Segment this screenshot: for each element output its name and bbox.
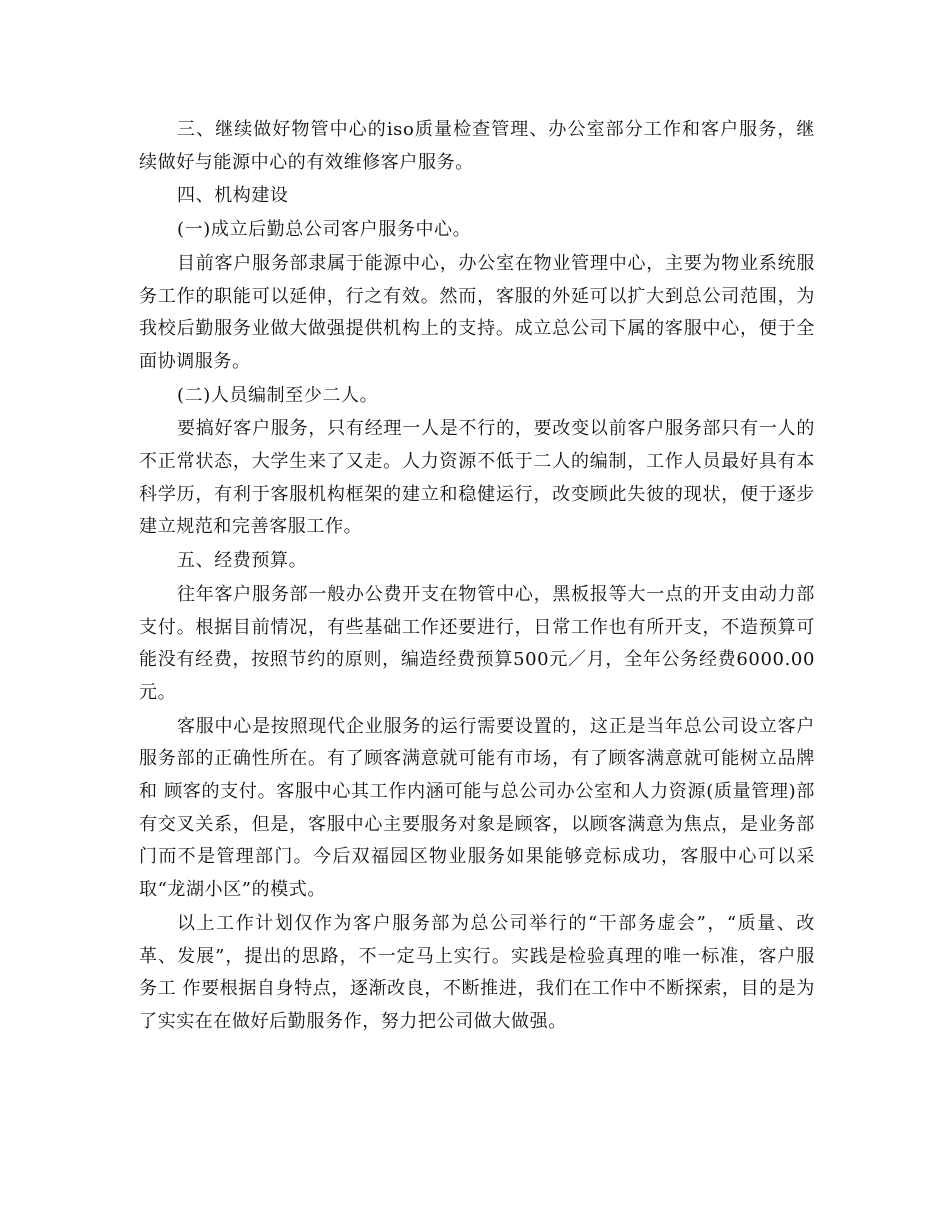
paragraph-section-three: 三、继续做好物管中心的iso质量检查管理、办公室部分工作和客户服务，继续做好与能源中心的有效维修客户服务。: [139, 119, 815, 173]
paragraph-service-center: 目前客户服务部隶属于能源中心，办公室在物业管理中心，主要为物业系统服务工作的职能可以延伸，行之有效。然而，客服的外延可以扩大到总公司范围，为我校后勤服务业做大做强提供机构上的支持。成立总公司下属的客服中心，便于全面协调服务。: [139, 252, 815, 372]
paragraph-budget: 往年客户服务部一般办公费开支在物管中心，黑板报等大一点的开支由动力部支付。根据目前情况，有些基础工作还要进行，日常工作也有所开支，不造预算可能没有经费，按照节约的原则，编造经费预算500元／月，全年公务经费6000.00元。: [139, 583, 815, 703]
subheading-staffing: (二)人员编制至少二人。: [177, 384, 379, 406]
document-page: [139, 114, 815, 1039]
paragraph-service-center-role: 客服中心是按照现代企业服务的运行需要设置的，这正是当年总公司设立客户服务部的正确性所在。有了顾客满意就可能有市场，有了顾客满意就可能树立品牌和 顾客的支付。客服中心其工作内涵可能与总公司办公室和人力资源(质量管理)部有交叉关系，但是，客服中心主要服务对象是顾客，以顾客满意为焦点，是业务部 门而不是管理部门。今后双福园区物业服务如果能够竞标成功，客服中心可以采取“龙湖小区”的模式。: [139, 715, 815, 901]
paragraph-staffing: 要搞好客户服务，只有经理一人是不行的，要改变以前客户服务部只有一人的不正常状态，大学生来了又走。人力资源不低于二人的编制，工作人员最好具有本科学历，有利于客服机构框架的建立和稳健运行，改变顾此失彼的现状，便于逐步建立规范和完善客服工作。: [139, 418, 815, 538]
subheading-service-center: (一)成立后勤总公司客户服务中心。: [177, 219, 472, 241]
heading-section-four: 四、机构建设: [177, 185, 289, 207]
heading-section-five: 五、经费预算。: [177, 550, 308, 572]
paragraph-conclusion: 以上工作计划仅作为客户服务部为总公司举行的“干部务虚会”，“质量、改革、发展”，提出的思路，不一定马上实行。实践是检验真理的唯一标准，客户服务工 作要根据自身特点，逐渐改良，不断推进，我们在工作中不断探索，目的是为了实实在在做好后勤服务作，努力把公司做大做强。: [139, 912, 815, 1032]
